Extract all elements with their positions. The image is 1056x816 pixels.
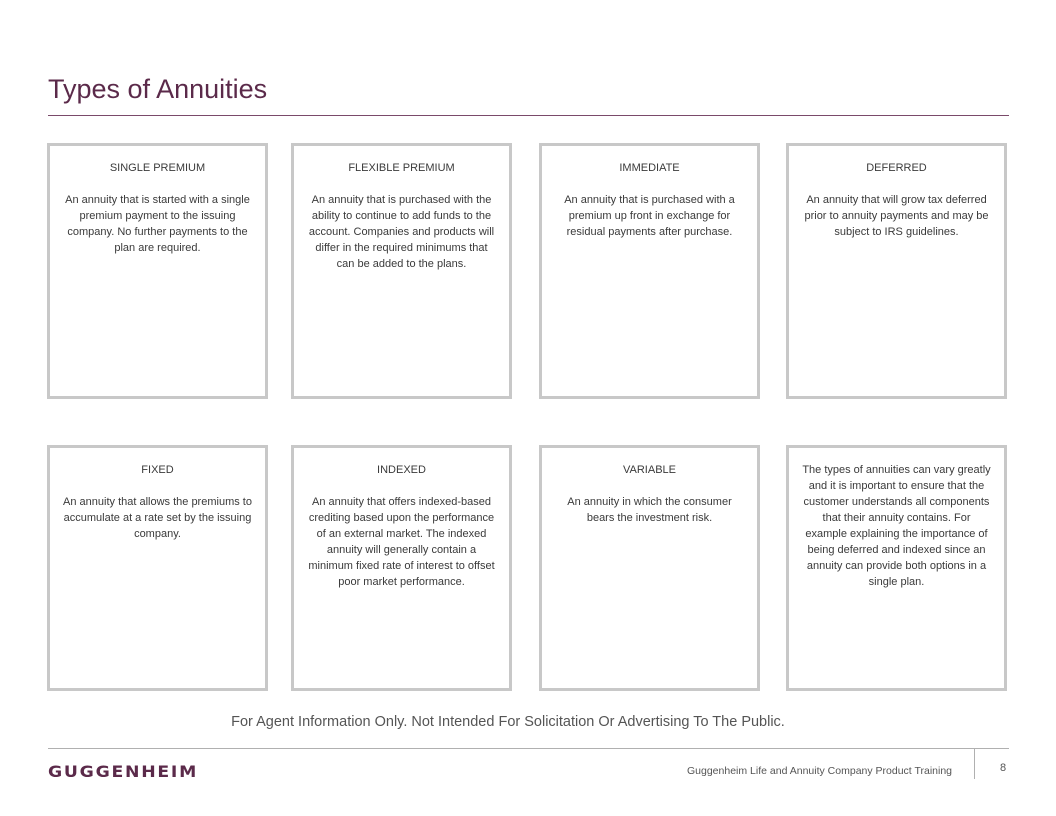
card-body: An annuity that will grow tax deferred prior to annuity payments and may be subject to IRS guidelines. bbox=[804, 194, 989, 238]
card-heading: SINGLE PREMIUM bbox=[109, 162, 206, 174]
page-title: Types of Annuities bbox=[48, 74, 268, 104]
card-heading: DEFERRED bbox=[866, 162, 927, 174]
card-immediate bbox=[539, 143, 760, 399]
card-body: An annuity that offers indexed-based crediting based upon the performance of an external market. The indexed annuity will generally contain a minimum fixed rate of interest to offset poor market performance. bbox=[308, 496, 495, 588]
card-flexible-premium bbox=[291, 143, 512, 399]
card-body: An annuity that allows the premiums to accumulate at a rate set by the issuing company. bbox=[63, 496, 252, 540]
footer-divider bbox=[48, 748, 1009, 749]
card-heading: INDEXED bbox=[377, 464, 426, 476]
page-number: 8 bbox=[1000, 762, 1007, 774]
card-body: An annuity that is started with a single premium payment to the issuing company. No further payments to the plan are required. bbox=[65, 194, 250, 254]
card-body: The types of annuities can vary greatly and it is important to ensure that the customer understands all components that their annuity contains. For example explaining the importance of being deferred and indexed since an annuity can provide both options in a single plan. bbox=[802, 464, 991, 588]
footer-vertical-divider bbox=[974, 749, 975, 779]
card-single-premium bbox=[47, 143, 268, 399]
card-heading: VARIABLE bbox=[623, 464, 676, 476]
card-heading: FLEXIBLE PREMIUM bbox=[348, 162, 455, 174]
card-heading: IMMEDIATE bbox=[619, 162, 680, 174]
card-summary bbox=[786, 445, 1007, 691]
card-fixed bbox=[47, 445, 268, 691]
title-divider bbox=[48, 115, 1009, 116]
card-indexed bbox=[291, 445, 512, 691]
footer-training-text: Guggenheim Life and Annuity Company Product Training bbox=[687, 765, 952, 777]
card-variable bbox=[539, 445, 760, 691]
card-body: An annuity in which the consumer bears the investment risk. bbox=[567, 496, 732, 524]
guggenheim-logo bbox=[48, 762, 200, 780]
card-heading: FIXED bbox=[141, 464, 174, 476]
logo-text: GUGGENHEIM bbox=[48, 762, 198, 780]
card-body: An annuity that is purchased with a premium up front in exchange for residual payments after purchase. bbox=[564, 194, 735, 238]
card-deferred bbox=[786, 143, 1007, 399]
card-body: An annuity that is purchased with the ability to continue to add funds to the account. Companies and products will differ in the required minimums that can be added to the plans. bbox=[308, 194, 495, 270]
disclaimer: For Agent Information Only. Not Intended For Solicitation Or Advertising To The Public. bbox=[231, 714, 785, 730]
